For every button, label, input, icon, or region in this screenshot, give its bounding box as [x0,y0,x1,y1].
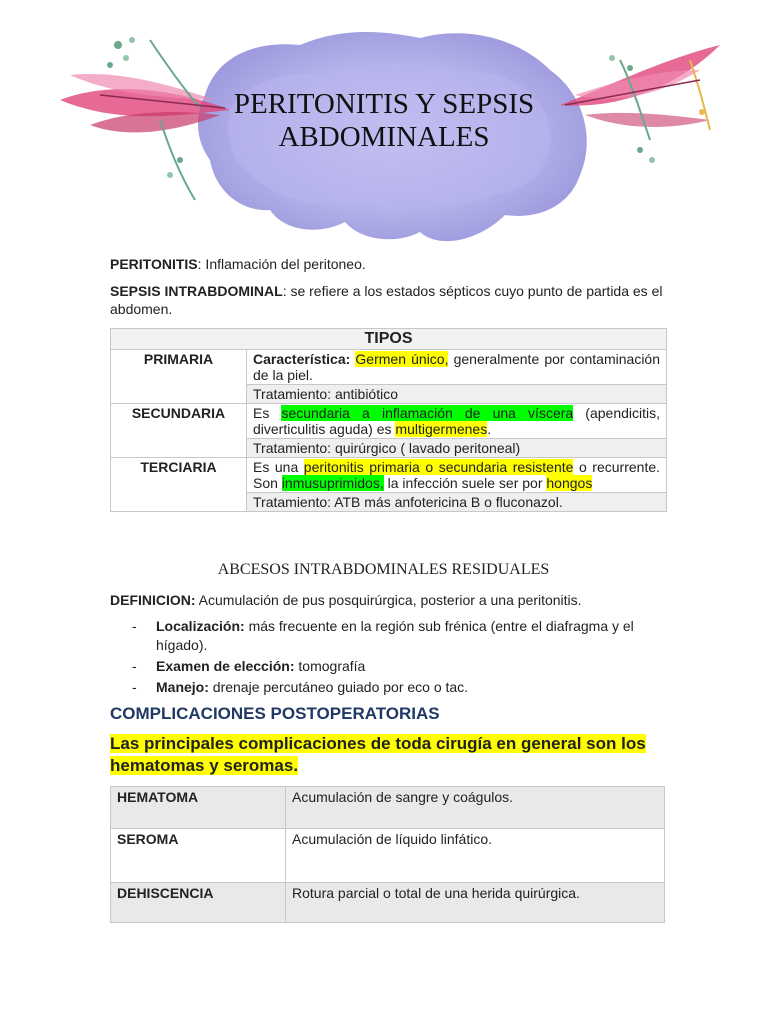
secundaria-description: Es secundaria a inflamación de una víscera (apendicitis, diverticulitis aguda) es multigermenes. [247,404,667,439]
complicaciones-table [110,786,665,923]
terciaria-description: Es una peritonitis primaria o secundaria resistente o recurrente. Son inmusuprimidos, la infección suele ser por hongos [247,458,667,493]
secundaria-tratamiento: Tratamiento: quirúrgico ( lavado peritoneal) [247,439,667,458]
sepsis-definition [110,282,665,318]
definicion-label: DEFINICION: [110,592,196,608]
abcesos-list [110,617,660,699]
primaria-label: PRIMARIA [111,350,247,404]
sepsis-term: SEPSIS INTRABDOMINAL [110,283,283,299]
tipos-table [110,328,667,512]
peritonitis-text: : Inflamación del peritoneo. [197,256,366,272]
tipos-header: TIPOS [111,329,667,350]
sepsis-text: : se refiere a los estados sépticos cuyo punto de partida es el abdomen. [110,283,663,317]
abcesos-title: ABCESOS INTRABDOMINALES RESIDUALES [217,561,550,578]
secundaria-label: SECUNDARIA [111,404,247,458]
complicaciones-title: COMPLICACIONES POSTOPERATORIAS [110,704,440,723]
table-row-term: HEMATOMA [111,787,286,829]
terciaria-label: TERCIARIA [111,458,247,512]
definicion-text: Acumulación de pus posquirúrgica, posterior a una peritonitis. [195,592,582,608]
table-row-desc: Acumulación de sangre y coágulos. [286,787,665,829]
page-title [150,88,618,154]
title-line-1: PERITONITIS Y SEPSIS [233,88,535,120]
terciaria-tratamiento: Tratamiento: ATB más anfotericina B o fluconazol. [247,493,667,512]
title-line-2: ABDOMINALES [278,121,490,153]
primaria-tratamiento: Tratamiento: antibiótico [247,385,667,404]
peritonitis-term: PERITONITIS [110,256,198,272]
table-row-desc: Acumulación de líquido linfático. [286,829,665,883]
table-row-term: DEHISCENCIA [111,883,286,923]
list-item: - Localización: más frecuente en la región sub frénica (entre el diafragma y el hígado). [110,617,660,655]
peritonitis-definition [110,255,665,273]
table-row-term: SEROMA [111,829,286,883]
primaria-caracteristica: Característica: Germen único, generalmente por contaminación de la piel. [247,350,667,385]
table-row-desc: Rotura parcial o total de una herida quirúrgica. [286,883,665,923]
complicaciones-main-text: Las principales complicaciones de toda cirugía en general son los hematomas y seromas. [110,734,646,775]
abcesos-definition [110,591,665,609]
list-item: - Manejo: drenaje percutáneo guiado por eco o tac. [110,678,660,697]
list-item: - Examen de elección: tomografía [110,657,660,676]
